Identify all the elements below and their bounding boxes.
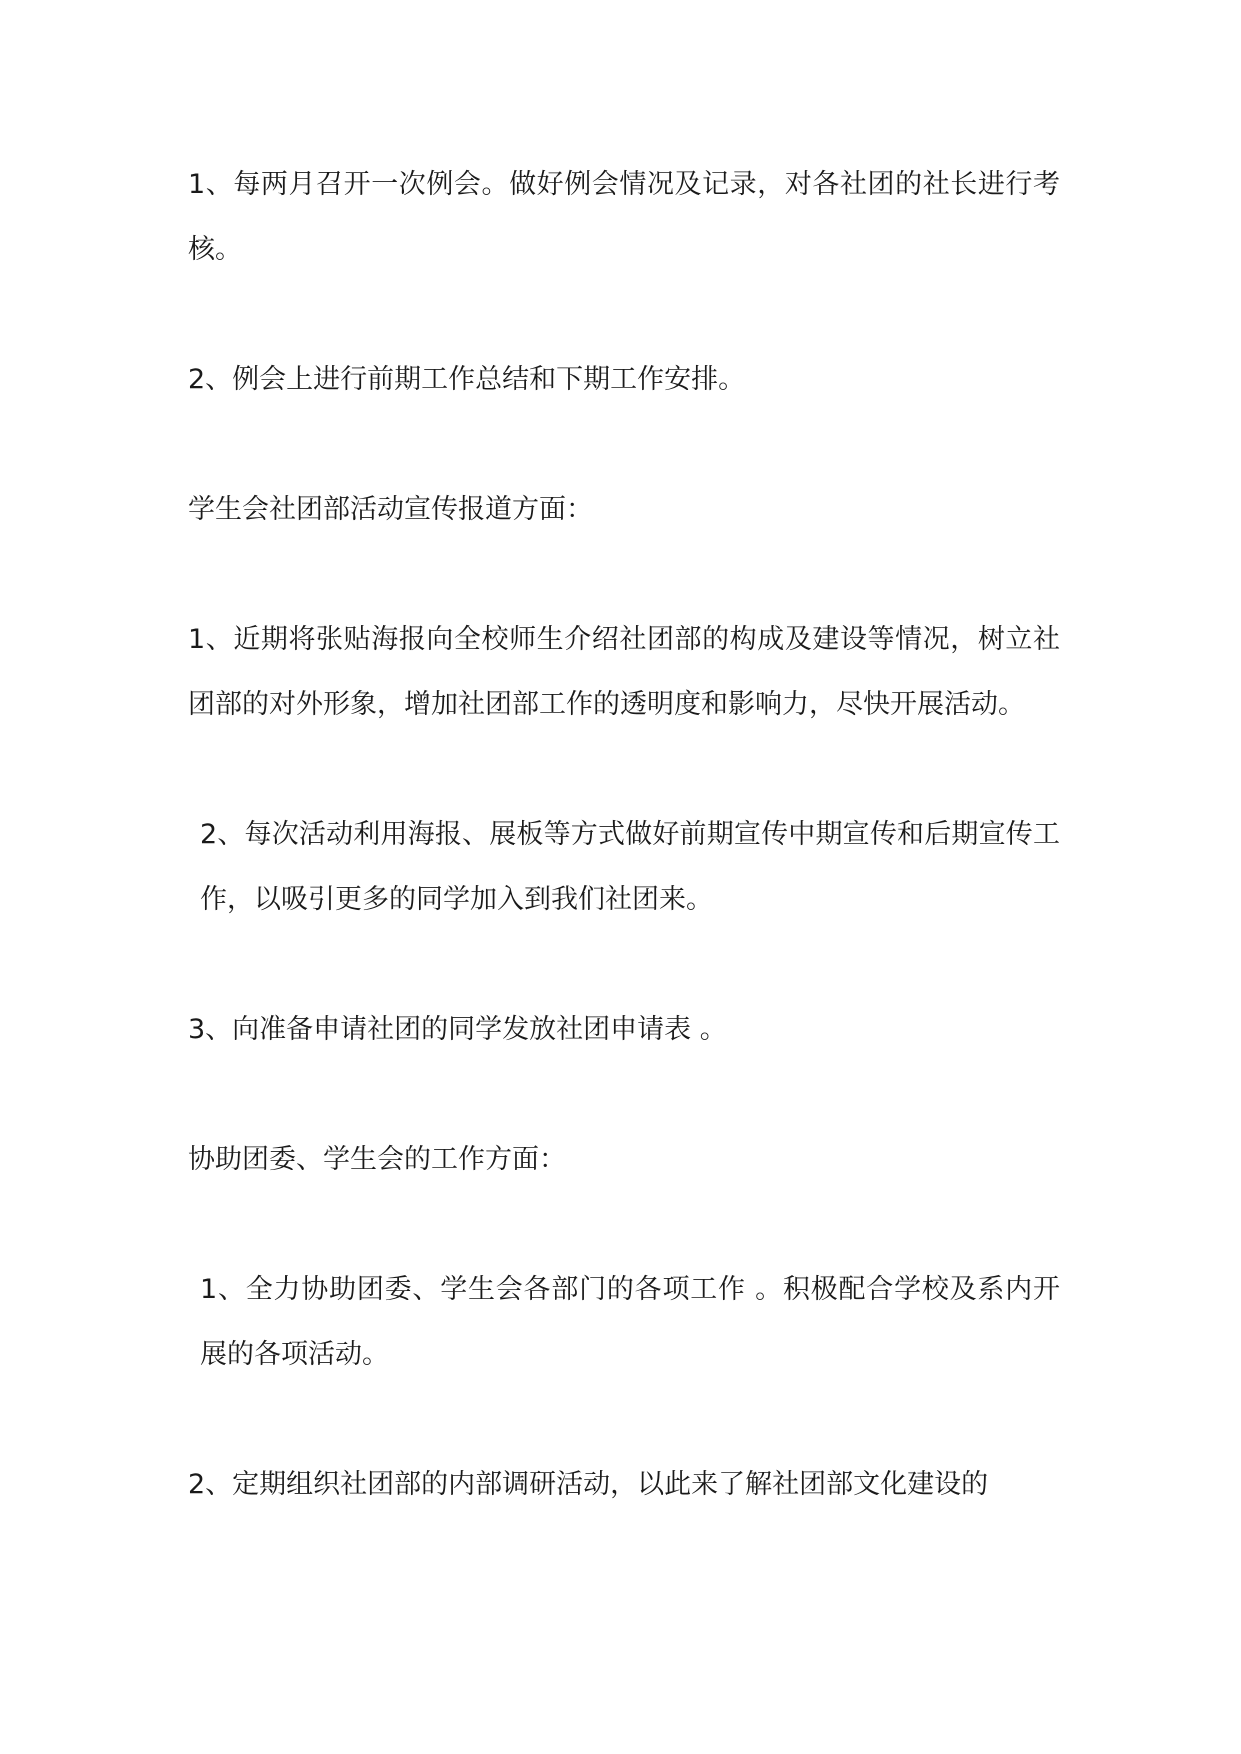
paragraph-assist-departments: 1、全力协助团委、学生会各部门的各项工作 。积极配合学校及系内开展的各项活动。 [200,1274,1060,1370]
paragraph-meeting-schedule: 1、每两月召开一次例会。做好例会情况及记录，对各社团的社长进行考核。 [188,169,1060,265]
paragraph-posters: 1、近期将张贴海报向全校师生介绍社团部的构成及建设等情况，树立社团部的对外形象，增加社团部工作的透明度和影响力，尽快开展活动。 [188,624,1060,720]
paragraph-activity-promotion: 2、每次活动利用海报、展板等方式做好前期宣传中期宣传和后期宣传工作，以吸引更多的同学加入到我们社团来。 [200,819,1060,915]
paragraph-meeting-agenda: 2、例会上进行前期工作总结和下期工作安排。 [188,364,746,395]
section-heading-publicity: 学生会社团部活动宣传报道方面： [188,494,593,525]
section-heading-assist: 协助团委、学生会的工作方面： [188,1144,566,1175]
document-body [188,152,1060,1582]
paragraph-application-form: 3、向准备申请社团的同学发放社团申请表 。 [188,1014,727,1045]
paragraph-internal-research: 2、定期组织社团部的内部调研活动，以此来了解社团部文化建设的 [188,1469,989,1500]
